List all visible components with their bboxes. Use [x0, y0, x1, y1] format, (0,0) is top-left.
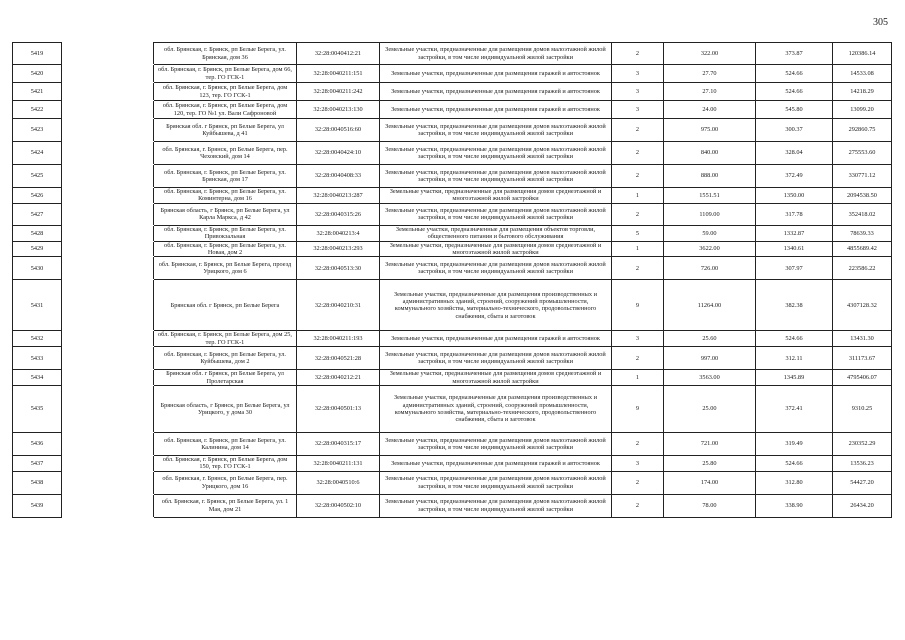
page-number: 305: [873, 17, 888, 28]
row-number-cell: 5431: [13, 280, 62, 331]
row-number-cell: 5436: [13, 433, 62, 456]
land-use-cell: Земельные участки, предназначенные для размещения объектов торговли, общественного питания и бытового обслуживания: [380, 225, 612, 241]
blank-cell: [62, 83, 154, 101]
area-cell: 27.10: [664, 83, 756, 101]
address-cell: обл. Брянская, г. Брянск, рп Белые Берега, ул. Куйбышева, дом 2: [154, 347, 297, 370]
blank-cell: [62, 494, 154, 517]
cadastral-value-cell: 13099.20: [833, 101, 892, 119]
cadastral-number-cell: 32:28:0040412:21: [297, 43, 380, 65]
cadastral-value-cell: 352418.02: [833, 203, 892, 225]
rate-cell: 373.87: [756, 43, 833, 65]
rate-cell: 1340.61: [756, 241, 833, 257]
address-cell: обл. Брянская, г. Брянск, рп Белые Берега, проезд Урицкого, дом 6: [154, 257, 297, 280]
table-row: [13, 83, 892, 101]
area-cell: 78.00: [664, 494, 756, 517]
row-number-cell: 5420: [13, 65, 62, 83]
table-row: [13, 225, 892, 241]
cadastral-value-cell: 54427.20: [833, 471, 892, 494]
area-cell: 322.00: [664, 43, 756, 65]
land-use-cell: Земельные участки, предназначенные для размещения домов малоэтажной жилой застройки, в том числе индивидуальной жилой застройки: [380, 257, 612, 280]
rate-cell: 1332.87: [756, 225, 833, 241]
land-use-cell: Земельные участки, предназначенные для размещения производственных и административных зданий, строений, сооружений промышленности, коммунального хозяйства, материально-технического, продовольственного снабжения, сбыта и заготовок: [380, 386, 612, 433]
address-cell: обл. Брянская, г. Брянск, рп Белые Берега, дом 25, тер. ГО ГСК-1: [154, 331, 297, 347]
area-cell: 721.00: [664, 433, 756, 456]
rate-cell: 372.49: [756, 165, 833, 188]
cadastral-number-cell: 32:28:0040213:130: [297, 101, 380, 119]
address-cell: обл. Брянская, г. Брянск, рп Белые Берега, ул. Коминтерна, дом 16: [154, 188, 297, 204]
cadastral-value-cell: 13431.30: [833, 331, 892, 347]
land-use-cell: Земельные участки, предназначенные для размещения гаражей и автостоянок: [380, 331, 612, 347]
rate-cell: 1350.00: [756, 188, 833, 204]
blank-cell: [62, 188, 154, 204]
rate-cell: 545.80: [756, 101, 833, 119]
category-cell: 1: [612, 241, 664, 257]
row-number-cell: 5434: [13, 370, 62, 386]
cadastral-number-cell: 32:28:0040211:151: [297, 65, 380, 83]
blank-cell: [62, 225, 154, 241]
row-number-cell: 5426: [13, 188, 62, 204]
cadastral-number-cell: 32:28:0040521:28: [297, 347, 380, 370]
category-cell: 2: [612, 257, 664, 280]
cadastral-number-cell: 32:28:0040424:10: [297, 142, 380, 165]
category-cell: 2: [612, 494, 664, 517]
table-row: [13, 331, 892, 347]
category-cell: 2: [612, 165, 664, 188]
cadastral-value-cell: 311173.67: [833, 347, 892, 370]
land-use-cell: Земельные участки, предназначенные для размещения домов малоэтажной жилой застройки, в том числе индивидуальной жилой застройки: [380, 433, 612, 456]
rate-cell: 524.66: [756, 65, 833, 83]
category-cell: 3: [612, 456, 664, 472]
address-cell: обл. Брянская, г. Брянск, рп Белые Берега, ул. 1 Мая, дом 21: [154, 494, 297, 517]
address-cell: обл. Брянская, г. Брянск, рп Белые Берега, дом 150, тер. ГО ГСК-1: [154, 456, 297, 472]
area-cell: 25.80: [664, 456, 756, 472]
cadastral-value-cell: 4855689.42: [833, 241, 892, 257]
cadastral-number-cell: 32:28:0040315:26: [297, 203, 380, 225]
blank-cell: [62, 165, 154, 188]
cadastral-value-cell: 4795406.07: [833, 370, 892, 386]
area-cell: 11264.00: [664, 280, 756, 331]
land-use-cell: Земельные участки, предназначенные для размещения домов малоэтажной жилой застройки, в том числе индивидуальной жилой застройки: [380, 347, 612, 370]
address-cell: обл. Брянская, г. Брянск, рп Белые Берега, ул. Новая, дом 2: [154, 241, 297, 257]
table-row: [13, 188, 892, 204]
rate-cell: 524.66: [756, 331, 833, 347]
blank-cell: [62, 101, 154, 119]
blank-cell: [62, 471, 154, 494]
category-cell: 2: [612, 203, 664, 225]
table-row: [13, 471, 892, 494]
row-number-cell: 5429: [13, 241, 62, 257]
category-cell: 1: [612, 370, 664, 386]
land-use-cell: Земельные участки, предназначенные для размещения гаражей и автостоянок: [380, 456, 612, 472]
table-row: [13, 101, 892, 119]
blank-cell: [62, 43, 154, 65]
land-use-cell: Земельные участки, предназначенные для размещения домов малоэтажной жилой застройки, в том числе индивидуальной жилой застройки: [380, 203, 612, 225]
category-cell: 2: [612, 347, 664, 370]
blank-cell: [62, 241, 154, 257]
address-cell: Брянская область, г Брянск, рп Белые Берега, ул Урицкого, у дома 30: [154, 386, 297, 433]
land-use-cell: Земельные участки, предназначенные для размещения домов малоэтажной жилой застройки, в том числе индивидуальной жилой застройки: [380, 119, 612, 142]
row-number-cell: 5419: [13, 43, 62, 65]
cadastral-number-cell: 32:28:0040213:293: [297, 241, 380, 257]
rate-cell: 317.78: [756, 203, 833, 225]
area-cell: 174.00: [664, 471, 756, 494]
area-cell: 888.00: [664, 165, 756, 188]
category-cell: 3: [612, 101, 664, 119]
table-row: [13, 165, 892, 188]
table-row: [13, 280, 892, 331]
cadastral-value-table: [12, 42, 892, 518]
address-cell: Брянская обл. г Брянск, рп Белые Берега, ул Куйбышева, д 41: [154, 119, 297, 142]
category-cell: 3: [612, 331, 664, 347]
row-number-cell: 5427: [13, 203, 62, 225]
rate-cell: 338.90: [756, 494, 833, 517]
blank-cell: [62, 65, 154, 83]
table-body: [13, 43, 892, 518]
cadastral-number-cell: 32:28:0040211:131: [297, 456, 380, 472]
table-row: [13, 456, 892, 472]
address-cell: обл. Брянская, г. Брянск, рп Белые Берега, пер. Чеховский, дом 14: [154, 142, 297, 165]
address-cell: обл. Брянская, г. Брянск, рп Белые Берега, ул. Калинина, дом 14: [154, 433, 297, 456]
blank-cell: [62, 347, 154, 370]
address-cell: обл. Брянская, г. Брянск, рп Белые Берега, дом 66, тер. ГО ГСК-1: [154, 65, 297, 83]
row-number-cell: 5438: [13, 471, 62, 494]
area-cell: 3622.00: [664, 241, 756, 257]
cadastral-value-cell: 275553.60: [833, 142, 892, 165]
table-row: [13, 119, 892, 142]
area-cell: 726.00: [664, 257, 756, 280]
address-cell: обл. Брянская, г. Брянск, рп Белые Берега, ул. Брянская, дом 36: [154, 43, 297, 65]
rate-cell: 372.41: [756, 386, 833, 433]
land-use-cell: Земельные участки, предназначенные для размещения домов среднеэтажной и многоэтажной жилой застройки: [380, 241, 612, 257]
land-use-cell: Земельные участки, предназначенные для размещения домов малоэтажной жилой застройки, в том числе индивидуальной жилой застройки: [380, 494, 612, 517]
category-cell: 2: [612, 433, 664, 456]
table-row: [13, 203, 892, 225]
land-use-cell: Земельные участки, предназначенные для размещения домов среднеэтажной и многоэтажной жилой застройки: [380, 370, 612, 386]
blank-cell: [62, 386, 154, 433]
land-use-cell: Земельные участки, предназначенные для размещения домов малоэтажной жилой застройки, в том числе индивидуальной жилой застройки: [380, 165, 612, 188]
row-number-cell: 5439: [13, 494, 62, 517]
category-cell: 3: [612, 83, 664, 101]
land-use-cell: Земельные участки, предназначенные для размещения домов малоэтажной жилой застройки, в том числе индивидуальной жилой застройки: [380, 142, 612, 165]
cadastral-value-cell: 9310.25: [833, 386, 892, 433]
area-cell: 1551.51: [664, 188, 756, 204]
cadastral-number-cell: 32:28:0040513:30: [297, 257, 380, 280]
cadastral-value-cell: 13536.23: [833, 456, 892, 472]
cadastral-number-cell: 32:28:0040502:10: [297, 494, 380, 517]
blank-cell: [62, 433, 154, 456]
blank-cell: [62, 456, 154, 472]
cadastral-value-cell: 330771.12: [833, 165, 892, 188]
category-cell: 9: [612, 280, 664, 331]
category-cell: 2: [612, 119, 664, 142]
category-cell: 2: [612, 142, 664, 165]
land-use-cell: Земельные участки, предназначенные для размещения производственных и административных зданий, строений, сооружений промышленности, коммунального хозяйства, материально-технического, продовольственного снабжения, сбыта и заготовок: [380, 280, 612, 331]
cadastral-value-cell: 223586.22: [833, 257, 892, 280]
rate-cell: 319.49: [756, 433, 833, 456]
rate-cell: 312.11: [756, 347, 833, 370]
cadastral-number-cell: 32:28:0040211:193: [297, 331, 380, 347]
area-cell: 27.70: [664, 65, 756, 83]
blank-cell: [62, 203, 154, 225]
row-number-cell: 5432: [13, 331, 62, 347]
row-number-cell: 5430: [13, 257, 62, 280]
address-cell: Брянская обл. г Брянск, рп Белые Берега, ул Пролетарская: [154, 370, 297, 386]
row-number-cell: 5425: [13, 165, 62, 188]
cadastral-value-cell: 78639.33: [833, 225, 892, 241]
area-cell: 997.00: [664, 347, 756, 370]
rate-cell: 1345.89: [756, 370, 833, 386]
blank-cell: [62, 257, 154, 280]
rate-cell: 312.80: [756, 471, 833, 494]
land-use-cell: Земельные участки, предназначенные для размещения домов среднеэтажной и многоэтажной жилой застройки: [380, 188, 612, 204]
land-use-cell: Земельные участки, предназначенные для размещения гаражей и автостоянок: [380, 65, 612, 83]
land-use-cell: Земельные участки, предназначенные для размещения гаражей и автостоянок: [380, 101, 612, 119]
address-cell: обл. Брянская, г. Брянск, рп Белые Берега, дом 120, тер. ГО №1 ул. Вали Сафроновой: [154, 101, 297, 119]
category-cell: 3: [612, 65, 664, 83]
table-row: [13, 370, 892, 386]
table-row: [13, 433, 892, 456]
row-number-cell: 5428: [13, 225, 62, 241]
table-row: [13, 347, 892, 370]
cadastral-number-cell: 32:28:0040212:21: [297, 370, 380, 386]
cadastral-number-cell: 32:28:0040501:13: [297, 386, 380, 433]
cadastral-value-cell: 120386.14: [833, 43, 892, 65]
cadastral-number-cell: 32:28:0040516:60: [297, 119, 380, 142]
land-use-cell: Земельные участки, предназначенные для размещения домов малоэтажной жилой застройки, в том числе индивидуальной жилой застройки: [380, 471, 612, 494]
blank-cell: [62, 142, 154, 165]
table-row: [13, 142, 892, 165]
rate-cell: 300.37: [756, 119, 833, 142]
table-row: [13, 43, 892, 65]
category-cell: 2: [612, 43, 664, 65]
table-row: [13, 386, 892, 433]
rate-cell: 328.04: [756, 142, 833, 165]
table-row: [13, 257, 892, 280]
table-row: [13, 494, 892, 517]
area-cell: 3563.00: [664, 370, 756, 386]
cadastral-number-cell: 32:28:0040408:33: [297, 165, 380, 188]
rate-cell: 307.97: [756, 257, 833, 280]
cadastral-value-cell: 2094538.50: [833, 188, 892, 204]
address-cell: Брянская область, г Брянск, рп Белые Берега, ул Карла Маркса, д 42: [154, 203, 297, 225]
land-use-cell: Земельные участки, предназначенные для размещения гаражей и автостоянок: [380, 83, 612, 101]
cadastral-value-cell: 4307128.32: [833, 280, 892, 331]
row-number-cell: 5423: [13, 119, 62, 142]
area-cell: 840.00: [664, 142, 756, 165]
table-row: [13, 241, 892, 257]
blank-cell: [62, 370, 154, 386]
cadastral-number-cell: 32:28:0040213:4: [297, 225, 380, 241]
category-cell: 9: [612, 386, 664, 433]
address-cell: обл. Брянская, г. Брянск, рп Белые Берега, пер. Урицкого, дом 16: [154, 471, 297, 494]
area-cell: 975.00: [664, 119, 756, 142]
address-cell: обл. Брянская, г. Брянск, рп Белые Берега, ул. Привокзальная: [154, 225, 297, 241]
area-cell: 24.00: [664, 101, 756, 119]
blank-cell: [62, 280, 154, 331]
rate-cell: 524.66: [756, 456, 833, 472]
category-cell: 1: [612, 188, 664, 204]
cadastral-number-cell: 32:28:0040315:17: [297, 433, 380, 456]
blank-cell: [62, 119, 154, 142]
row-number-cell: 5435: [13, 386, 62, 433]
row-number-cell: 5433: [13, 347, 62, 370]
address-cell: Брянская обл. г Брянск, рп Белые Берега: [154, 280, 297, 331]
area-cell: 1109.00: [664, 203, 756, 225]
area-cell: 25.00: [664, 386, 756, 433]
table-row: [13, 65, 892, 83]
address-cell: обл. Брянская, г. Брянск, рп Белые Берега, ул. Брянская, дом 17: [154, 165, 297, 188]
cadastral-value-cell: 14218.29: [833, 83, 892, 101]
cadastral-number-cell: 32:28:0040210:31: [297, 280, 380, 331]
row-number-cell: 5422: [13, 101, 62, 119]
category-cell: 2: [612, 471, 664, 494]
rate-cell: 524.66: [756, 83, 833, 101]
cadastral-value-cell: 230352.29: [833, 433, 892, 456]
row-number-cell: 5424: [13, 142, 62, 165]
cadastral-number-cell: 32:28:0040211:242: [297, 83, 380, 101]
rate-cell: 382.38: [756, 280, 833, 331]
row-number-cell: 5421: [13, 83, 62, 101]
cadastral-number-cell: 32:28:0040510:6: [297, 471, 380, 494]
cadastral-value-cell: 26434.20: [833, 494, 892, 517]
cadastral-value-cell: 14533.08: [833, 65, 892, 83]
cadastral-value-cell: 292860.75: [833, 119, 892, 142]
land-use-cell: Земельные участки, предназначенные для размещения домов малоэтажной жилой застройки, в том числе индивидуальной жилой застройки: [380, 43, 612, 65]
blank-cell: [62, 331, 154, 347]
area-cell: 25.60: [664, 331, 756, 347]
cadastral-number-cell: 32:28:0040213:287: [297, 188, 380, 204]
category-cell: 5: [612, 225, 664, 241]
row-number-cell: 5437: [13, 456, 62, 472]
address-cell: обл. Брянская, г. Брянск, рп Белые Берега, дом 123, тер. ГО ГСК-1: [154, 83, 297, 101]
area-cell: 59.00: [664, 225, 756, 241]
